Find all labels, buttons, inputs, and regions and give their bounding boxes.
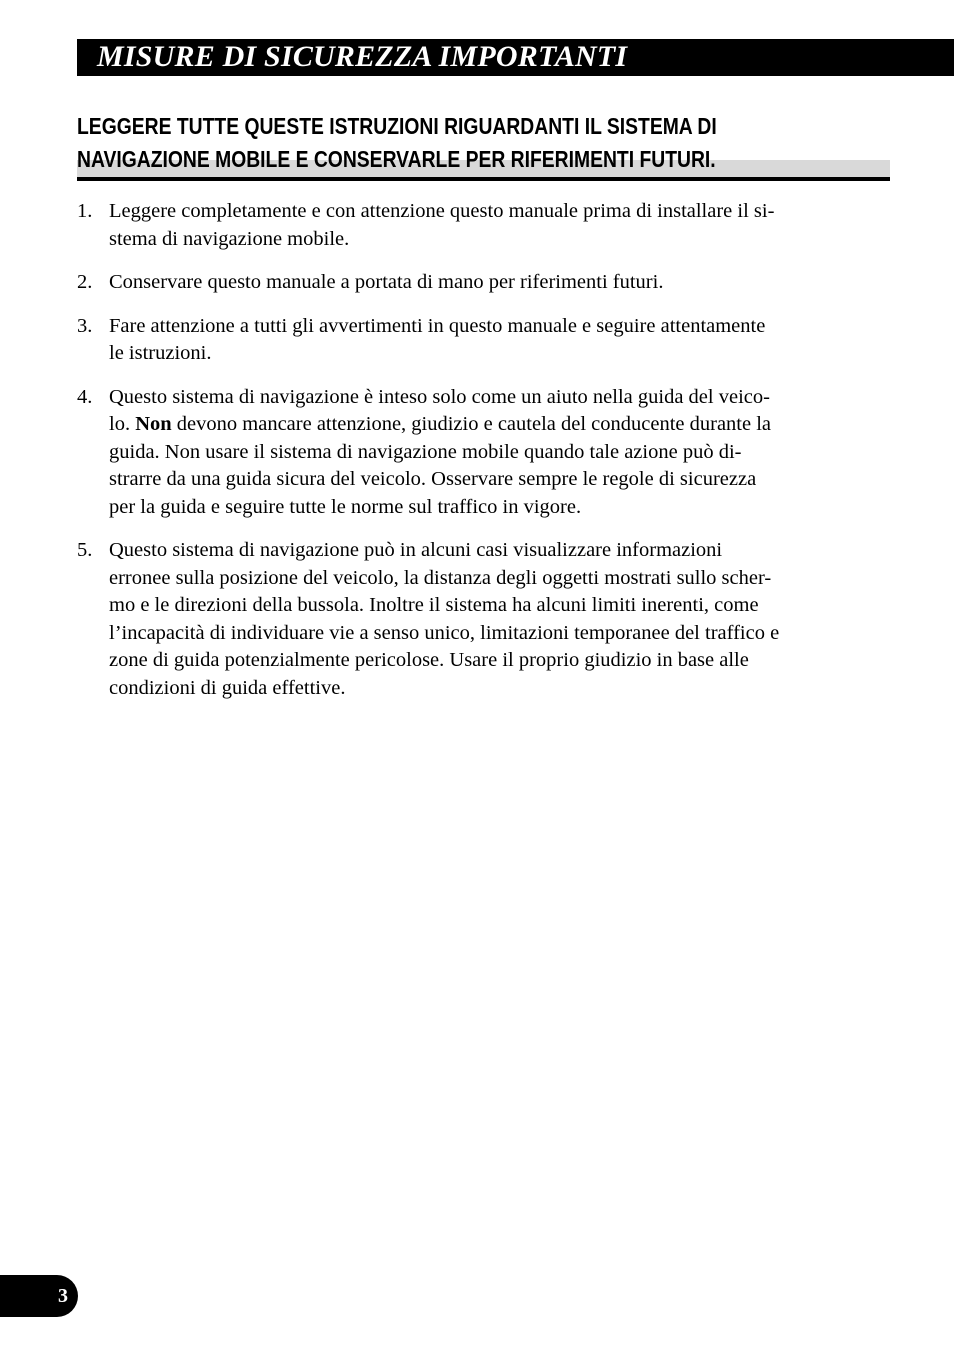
subheading-rule bbox=[77, 177, 890, 181]
item-number: 3. bbox=[77, 314, 93, 337]
item-text-fragment: lo. bbox=[109, 413, 136, 435]
item-text-line: erronee sulla posizione del veicolo, la distanza degli oggetti mostrati sullo scher- bbox=[109, 566, 772, 589]
section-title-bar bbox=[77, 39, 954, 76]
list-item bbox=[77, 269, 867, 297]
item-text-line: guida. Non usare il sistema di navigazione mobile quando tale azione può di- bbox=[109, 440, 742, 463]
item-text-line: stema di navigazione mobile. bbox=[109, 227, 350, 250]
list-item bbox=[77, 384, 867, 522]
item-number: 2. bbox=[77, 271, 93, 293]
item-text-line: mo e le direzioni della bussola. Inoltre il sistema ha alcuni limiti inerenti, come bbox=[109, 594, 759, 616]
page-number: 3 bbox=[58, 1285, 68, 1307]
item-text-line: condizioni di guida effettive. bbox=[109, 676, 346, 699]
item-text-line: Leggere completamente e con attenzione questo manuale prima di installare il si- bbox=[109, 200, 775, 222]
page-number-tab bbox=[0, 1275, 78, 1317]
item-text-line: l’incapacità di individuare vie a senso unico, limitazioni temporanee del traffico e bbox=[109, 621, 780, 644]
item-text-line bbox=[109, 411, 867, 439]
emphasis-non: Non bbox=[135, 413, 172, 435]
subheading-line-2: NAVIGAZIONE MOBILE E CONSERVARLE PER RIFERIMENTI FUTURI. bbox=[77, 146, 716, 172]
item-text-line: strarre da una guida sicura del veicolo. Osservare sempre le regole di sicurezza bbox=[109, 468, 757, 490]
subheading bbox=[77, 110, 900, 176]
item-text-line: Questo sistema di navigazione è inteso solo come un aiuto nella guida del veico- bbox=[109, 385, 770, 408]
item-text-line: Questo sistema di navigazione può in alcuni casi visualizzare informazioni bbox=[109, 539, 723, 561]
item-text-line: Fare attenzione a tutti gli avvertimenti in questo manuale e seguire attentamente bbox=[109, 314, 766, 337]
list-item bbox=[77, 537, 867, 702]
item-number: 4. bbox=[77, 385, 93, 408]
item-text-line: zone di guida potenzialmente pericolose. Usare il proprio giudizio in base alle bbox=[109, 649, 749, 671]
list-item bbox=[77, 313, 867, 368]
item-number: 5. bbox=[77, 539, 93, 561]
item-text-line: le istruzioni. bbox=[109, 342, 212, 364]
item-text-line: per la guida e seguire tutte le norme sul traffico in vigore. bbox=[109, 495, 582, 518]
item-text-fragment: devono mancare attenzione, giudizio e cautela del conducente durante la bbox=[171, 413, 772, 435]
item-number: 1. bbox=[77, 200, 93, 222]
list-item bbox=[77, 198, 867, 253]
instruction-list bbox=[77, 198, 867, 718]
section-title: MISURE DI SICUREZZA IMPORTANTI bbox=[97, 40, 628, 73]
item-text-line: Conservare questo manuale a portata di mano per riferimenti futuri. bbox=[109, 271, 664, 293]
subheading-line-1: LEGGERE TUTTE QUESTE ISTRUZIONI RIGUARDANTI IL SISTEMA DI bbox=[77, 113, 717, 139]
